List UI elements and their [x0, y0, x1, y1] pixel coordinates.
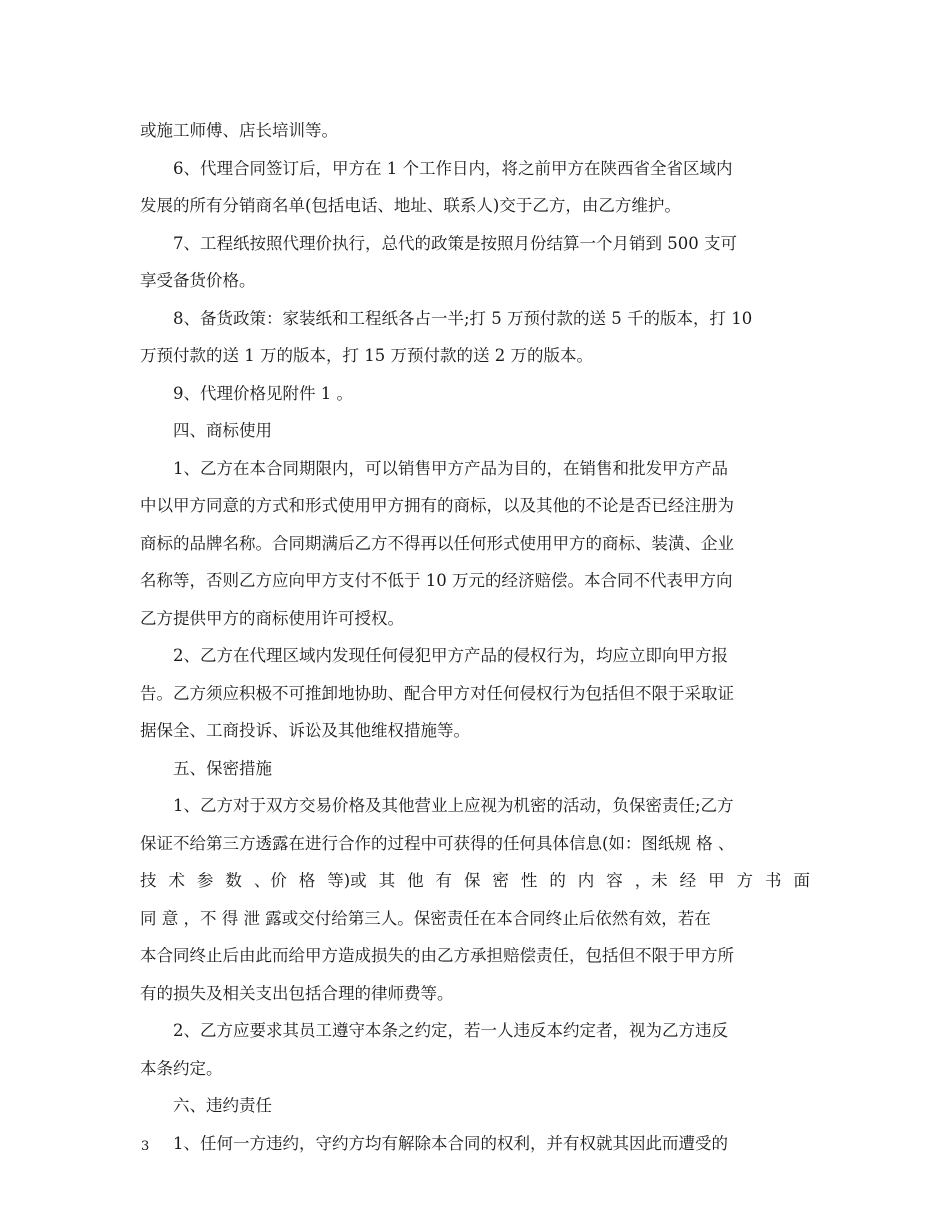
text-line: 2、乙方在代理区域内发现任何侵犯甲方产品的侵权行为，均应立即向甲方报: [173, 646, 728, 665]
text-line: 四、商标使用: [173, 421, 272, 440]
text-token: 术: [168, 871, 185, 890]
text-line: 同 意 ，不 得 泄 露或交付给第三人。保密责任在本合同终止后依然有效，若在: [140, 908, 711, 928]
text-line: 万预付款的送 1 万的版本，打 15 万预付款的送 2 万的版本。: [140, 346, 593, 365]
text-line: 8、备货政策：家装纸和工程纸各占一半;打 5 万预付款的送 5 千的版本，打 10: [173, 308, 753, 328]
text-token: 保: [463, 871, 481, 890]
text-token: 、价: [253, 871, 287, 890]
text-line: 享受备货价格。: [140, 271, 256, 290]
text-line: 有的损失及相关支出包括合理的律师费等。: [140, 983, 454, 1003]
text-line: 商标的品牌名称。合同期满后乙方不得再以任何形式使用甲方的商标、装潢、企业: [140, 533, 734, 553]
text-line: 1、乙方在本合同期限内，可以销售甲方产品为目的，在销售和批发甲方产品: [173, 458, 728, 478]
text-line: 2、乙方应要求其员工遵守本条之约定，若一人违反本约定者，视为乙方违反: [173, 1021, 728, 1040]
text-token: 有: [435, 871, 453, 890]
text-line: 本合同终止后由此而给甲方造成损失的由乙方承担赔偿责任，包括但不限于甲方所: [140, 946, 734, 965]
text-line: 乙方提供甲方的商标使用许可授权。: [140, 608, 404, 628]
text-token: 密: [492, 871, 509, 890]
text-line: 据保全、工商投诉、诉讼及其他维权措施等。: [140, 721, 470, 740]
text-token: 内: [577, 871, 595, 890]
text-line: 名称等，否则乙方应向甲方支付不低于 10 万元的经济赔偿。本合同不代表甲方向: [140, 571, 733, 590]
text-token: 面: [793, 871, 810, 890]
text-line: [140, 862, 810, 900]
text-line: 六、违约责任: [173, 1096, 272, 1115]
text-line: 9、代理价格见附件 1 。: [173, 383, 353, 403]
text-token: 方: [736, 871, 754, 890]
text-line: 6、代理合同签订后，甲方在 1 个工作日内，将之前甲方在陕西省全省区域内: [173, 158, 733, 178]
text-line: 1、乙方对于双方交易价格及其他营业上应视为机密的活动，负保密责任;乙方: [173, 796, 734, 815]
text-token: 参: [196, 871, 214, 890]
text-line: 本条约定。: [140, 1058, 223, 1078]
text-token: 他: [407, 871, 424, 890]
document-body: [140, 112, 810, 1162]
page-number: 3: [141, 1139, 150, 1154]
text-token: 其: [378, 871, 396, 890]
text-line: 或施工师傅、店长培训等。: [140, 121, 338, 140]
text-line: 7、工程纸按照代理价执行，总代的政策是按照月份结算一个月销到 500 支可: [173, 233, 737, 253]
text-line: 1、任何一方违约，守约方均有解除本合同的权利，并有权就其因此而遭受的: [173, 1133, 728, 1153]
text-line: 发展的所有分销商名单(包括电话、地址、联系人)交于乙方，由乙方维护。: [140, 196, 681, 215]
text-token: 容: [606, 871, 623, 890]
text-line: 中以甲方同意的方式和形式使用甲方拥有的商标，以及其他的不论是否已经注册为: [140, 496, 734, 515]
text-token: 性: [520, 871, 538, 890]
text-token: 格: [298, 871, 316, 890]
text-token: 数: [225, 871, 242, 890]
text-line: 告。乙方须应积极不可推卸地协助、配合甲方对任何侵权行为包括但不限于采取证: [140, 683, 734, 703]
text-line: 五、保密措施: [173, 758, 272, 778]
text-line: 保证不给第三方透露在进行合作的过程中可获得的任何具体信息(如：图纸规 格 、: [140, 833, 735, 853]
text-token: 甲: [708, 871, 725, 890]
text-token: 书: [765, 871, 782, 890]
text-token: 技: [140, 871, 157, 890]
text-token: 的: [549, 871, 566, 890]
text-token: 经: [679, 871, 697, 890]
text-token: ，未: [634, 871, 668, 890]
text-token: 等)或: [327, 871, 367, 890]
